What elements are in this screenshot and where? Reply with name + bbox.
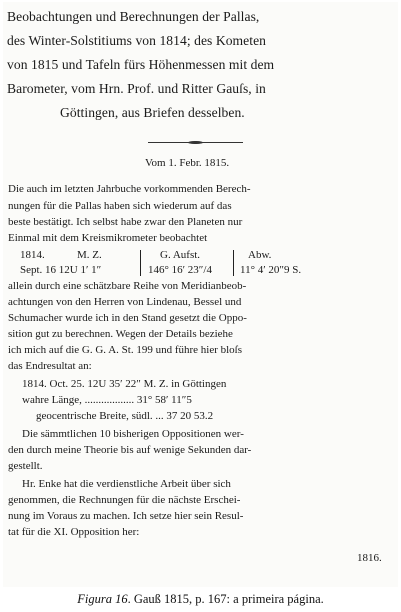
result-line-1: 1814. Oct. 25. 12U 35′ 22″ M. Z. in Göttingen [22, 378, 227, 390]
obs-abw-head: Abw. [248, 249, 272, 261]
para3-line-3: gestellt. [8, 460, 43, 472]
obs-separator-1 [140, 250, 141, 276]
title-line-2: des Winter-Solstitiums von 1814; des Kometen [7, 33, 267, 48]
para4-line-3: nung im Voraus zu machen. Ich setze hier sein Resul- [8, 510, 244, 522]
para4-line-1: Hr. Enke hat die verdienstliche Arbeit über sich [22, 478, 231, 490]
obs-abw-value: 11° 4′ 20″9 S. [240, 264, 302, 276]
title-line-3: von 1815 und Tafeln fürs Höhenmessen mit dem [7, 57, 275, 72]
obs-ga-value: 146° 16′ 23″/4 [148, 264, 212, 276]
title-line-4: Barometer, vom Hrn. Prof. und Ritter Gauſs, in [7, 81, 266, 96]
para1-line-3: beste bestätigt. Ich selbst habe zwar den Planeten nur [8, 216, 243, 228]
para2-line-6: das Endresultat an: [8, 360, 92, 372]
para1-line-1: Die auch im letzten Jahrbuche vorkommenden Berech- [8, 183, 251, 195]
para2-line-3: Schumacher wurde ich in den Stand gesetzt die Oppo- [8, 312, 247, 324]
result-line-2: wahre Länge, .................. 31° 58′ 11″5 [22, 394, 192, 406]
result-line-3: geocentrische Breite, südl. ... 37 20 53.2 [36, 410, 214, 422]
caption-figure-label: Figura 16 [77, 592, 128, 606]
title-line-1: Beobachtungen und Berechnungen der Pallas, [7, 9, 260, 24]
obs-ga-head: G. Aufst. [160, 249, 201, 261]
para1-line-2: nungen für die Pallas haben sich wiederum auf das [8, 200, 232, 212]
title-line-5: Göttingen, aus Briefen desselben. [60, 105, 245, 120]
obs-year: 1814. [20, 249, 45, 261]
para2-line-1: allein durch eine schätzbare Reihe von Meridianbeob- [8, 280, 247, 292]
para1-line-4: Einmal mit dem Kreismikrometer beobachtet [8, 232, 208, 244]
obs-separator-2 [233, 250, 234, 276]
para2-line-4: sition gut zu berechnen. Wegen der Details beziehe [8, 328, 233, 340]
figure-caption [0, 592, 401, 607]
obs-mz-head: M. Z. [77, 249, 102, 261]
obs-date: Sept. 16 12U 1′ 1″ [20, 264, 102, 276]
para2-line-2: achtungen von den Herren von Lindenau, Bessel und [8, 296, 242, 308]
para3-line-1: Die sämmtlichen 10 bisherigen Oppositionen wer- [22, 428, 244, 440]
para4-line-4: tat für die XI. Opposition her: [8, 526, 140, 538]
para3-line-2: den durch meine Theorie bis auf wenige Sekunden dar- [8, 444, 252, 456]
dateline: Vom 1. Febr. 1815. [145, 157, 230, 169]
catchword: 1816. [357, 552, 382, 564]
decorative-rule [148, 142, 243, 143]
caption-text: . Gauß 1815, p. 167: a primeira página. [127, 592, 324, 606]
para4-line-2: genommen, die Rechnungen für die nächste Erschei- [8, 494, 241, 506]
para2-line-5: ich mich auf die G. G. A. St. 199 und führe hier bloſs [8, 344, 243, 356]
